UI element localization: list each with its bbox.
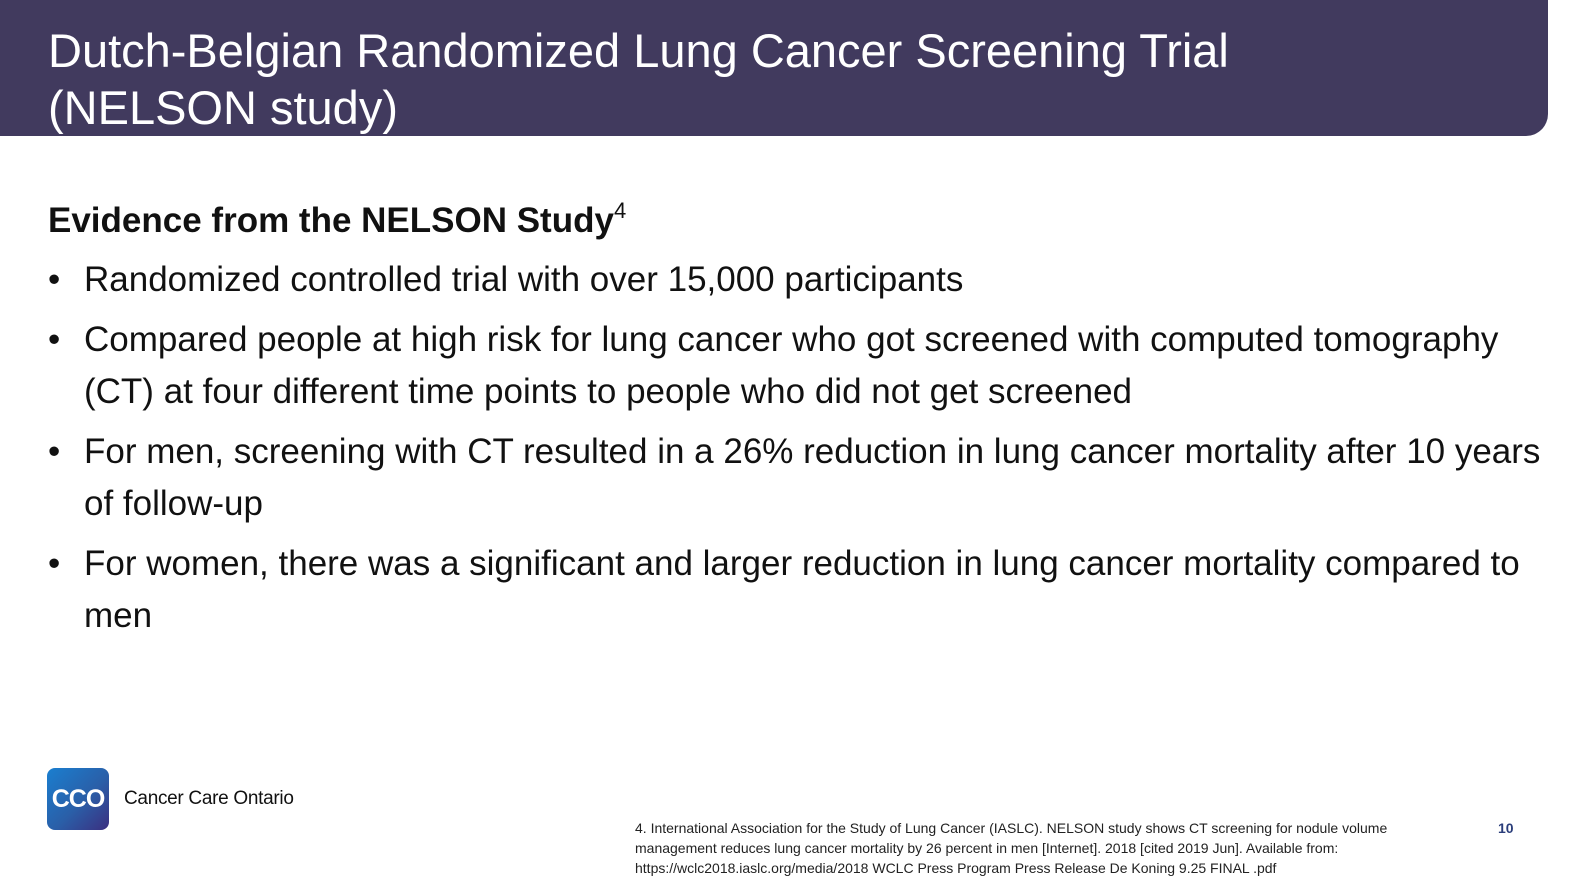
bullet-icon: • — [48, 260, 61, 299]
reference-footnote: 4. International Association for the Study of Lung Cancer (IASLC). NELSON study shows CT screening for nodule volume management reduces lung cancer mortality by 26 percent in men [Internet]. 2018 [cited 2019 Jun]. Available from: https://wclc2018.iaslc.org/media/2018 WCLC Press Program Press Release De Koning 9.25 FINAL .pdf — [635, 820, 1388, 876]
organization-name: Cancer Care Ontario — [124, 788, 294, 809]
bullet-icon: • — [48, 432, 61, 471]
section-heading-text: Evidence from the NELSON Study — [48, 201, 614, 240]
title-bar — [0, 0, 1548, 136]
slide-content — [48, 196, 1548, 650]
bullet-item — [48, 314, 1548, 418]
bullet-item — [48, 254, 1548, 306]
slide-title — [48, 22, 1528, 136]
cco-logo — [47, 768, 294, 830]
bullet-text: For women, there was a significant and larger reduction in lung cancer mortality compared to men — [84, 544, 1520, 635]
cco-logo-icon: CCO — [47, 768, 109, 830]
bullet-text: Compared people at high risk for lung cancer who got screened with computed tomography (CT) at four different time points to people who did not get screened — [84, 320, 1499, 411]
bullet-text: Randomized controlled trial with over 15,000 participants — [84, 260, 964, 299]
heading-citation-superscript: 4 — [613, 198, 627, 223]
bullet-icon: • — [48, 320, 61, 359]
section-heading — [48, 196, 1548, 246]
bullet-text: For men, screening with CT resulted in a 26% reduction in lung cancer mortality after 10 years of follow-up — [84, 432, 1541, 523]
bullet-item — [48, 538, 1548, 642]
page-number: 10 — [1498, 820, 1514, 836]
slide-title-line-1: Dutch-Belgian Randomized Lung Cancer Screening Trial — [48, 24, 1229, 77]
slide-title-line-2: (NELSON study) — [48, 81, 398, 134]
bullet-list — [48, 254, 1548, 642]
bullet-item — [48, 426, 1548, 530]
bullet-icon: • — [48, 544, 61, 583]
